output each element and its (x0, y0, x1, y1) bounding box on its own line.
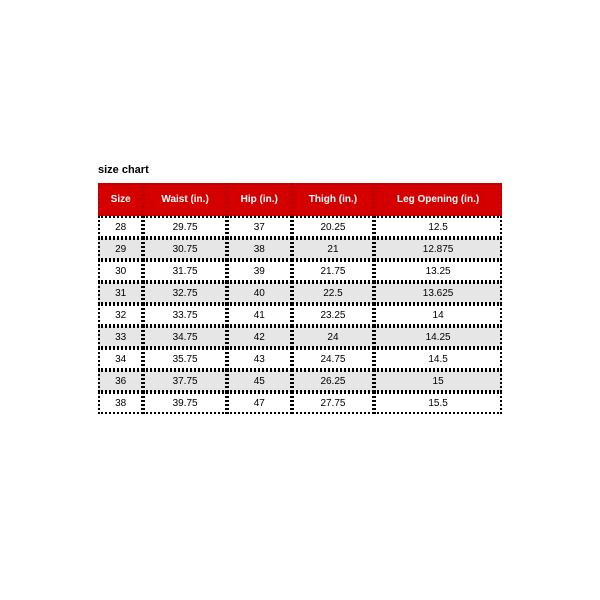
cell-hip: 40 (227, 282, 292, 304)
cell-thigh: 22.5 (292, 282, 374, 304)
cell-thigh: 21.75 (292, 260, 374, 282)
cell-hip: 38 (227, 238, 292, 260)
table-row (98, 392, 502, 414)
cell-hip: 42 (227, 326, 292, 348)
cell-size: 30 (98, 260, 143, 282)
cell-waist: 30.75 (143, 238, 226, 260)
table-row (98, 238, 502, 260)
header-row (98, 183, 502, 216)
cell-waist: 39.75 (143, 392, 226, 414)
cell-hip: 47 (227, 392, 292, 414)
cell-thigh: 27.75 (292, 392, 374, 414)
cell-size: 29 (98, 238, 143, 260)
cell-hip: 37 (227, 216, 292, 238)
cell-hip: 39 (227, 260, 292, 282)
cell-leg-opening: 13.25 (374, 260, 502, 282)
size-chart-table (98, 183, 502, 414)
cell-thigh: 23.25 (292, 304, 374, 326)
cell-waist: 33.75 (143, 304, 226, 326)
cell-leg-opening: 15.5 (374, 392, 502, 414)
cell-size: 34 (98, 348, 143, 370)
size-chart-title: size chart (98, 164, 149, 176)
header-leg-opening: Leg Opening (in.) (374, 183, 502, 216)
cell-size: 33 (98, 326, 143, 348)
cell-thigh: 21 (292, 238, 374, 260)
cell-size: 36 (98, 370, 143, 392)
cell-waist: 31.75 (143, 260, 226, 282)
cell-size: 28 (98, 216, 143, 238)
cell-thigh: 20.25 (292, 216, 374, 238)
cell-waist: 35.75 (143, 348, 226, 370)
cell-leg-opening: 13.625 (374, 282, 502, 304)
table-body (98, 216, 502, 414)
cell-hip: 43 (227, 348, 292, 370)
table-row (98, 282, 502, 304)
cell-thigh: 24 (292, 326, 374, 348)
header-hip: Hip (in.) (227, 183, 292, 216)
cell-leg-opening: 14 (374, 304, 502, 326)
table-row (98, 326, 502, 348)
cell-waist: 34.75 (143, 326, 226, 348)
cell-hip: 45 (227, 370, 292, 392)
header-size: Size (98, 183, 143, 216)
table-row (98, 348, 502, 370)
cell-leg-opening: 14.5 (374, 348, 502, 370)
cell-size: 31 (98, 282, 143, 304)
cell-size: 32 (98, 304, 143, 326)
cell-leg-opening: 12.5 (374, 216, 502, 238)
header-thigh: Thigh (in.) (292, 183, 374, 216)
table-row (98, 260, 502, 282)
table-row (98, 370, 502, 392)
cell-leg-opening: 12.875 (374, 238, 502, 260)
cell-leg-opening: 14.25 (374, 326, 502, 348)
cell-hip: 41 (227, 304, 292, 326)
cell-leg-opening: 15 (374, 370, 502, 392)
cell-thigh: 26.25 (292, 370, 374, 392)
cell-size: 38 (98, 392, 143, 414)
table-row (98, 304, 502, 326)
table-row (98, 216, 502, 238)
cell-waist: 32.75 (143, 282, 226, 304)
header-waist: Waist (in.) (143, 183, 226, 216)
cell-thigh: 24.75 (292, 348, 374, 370)
cell-waist: 29.75 (143, 216, 226, 238)
cell-waist: 37.75 (143, 370, 226, 392)
